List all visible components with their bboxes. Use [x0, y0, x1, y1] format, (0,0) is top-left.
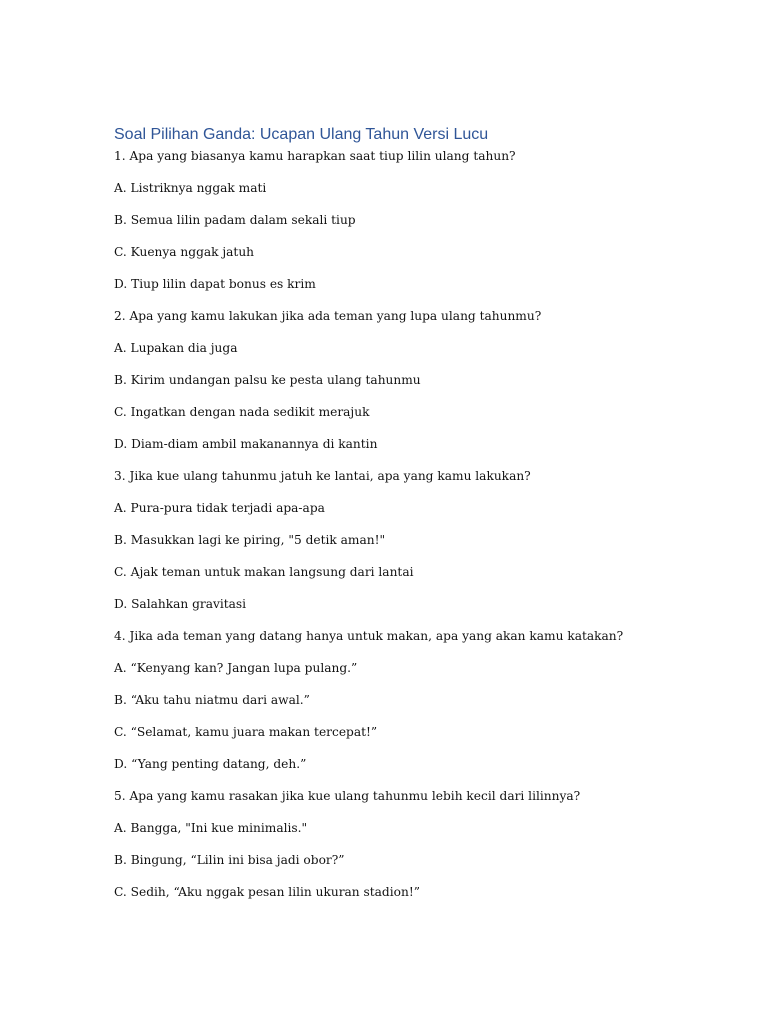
question-4: 4. Jika ada teman yang datang hanya untuk makan, apa yang akan kamu katakan? [114, 629, 624, 643]
document-content [114, 124, 714, 914]
question-5-option-c: C. Sedih, “Aku nggak pesan lilin ukuran stadion!” [114, 885, 420, 899]
question-2-option-d: D. Diam-diam ambil makanannya di kantin [114, 437, 378, 451]
question-3-option-a: A. Pura-pura tidak terjadi apa-apa [114, 501, 325, 515]
question-2-option-c: C. Ingatkan dengan nada sedikit merajuk [114, 405, 370, 419]
question-4-option-b: B. “Aku tahu niatmu dari awal.” [114, 693, 310, 707]
question-1: 1. Apa yang biasanya kamu harapkan saat tiup lilin ulang tahun? [114, 149, 516, 163]
question-5-option-b: B. Bingung, “Lilin ini bisa jadi obor?” [114, 853, 345, 867]
question-4-option-d: D. “Yang penting datang, deh.” [114, 757, 307, 771]
document-title: Soal Pilihan Ganda: Ucapan Ulang Tahun Versi Lucu [114, 126, 489, 143]
question-3-option-c: C. Ajak teman untuk makan langsung dari lantai [114, 565, 414, 579]
question-2-option-a: A. Lupakan dia juga [114, 341, 238, 355]
question-4-option-a: A. “Kenyang kan? Jangan lupa pulang.” [114, 661, 358, 675]
question-1-option-d: D. Tiup lilin dapat bonus es krim [114, 277, 316, 291]
question-2: 2. Apa yang kamu lakukan jika ada teman yang lupa ulang tahunmu? [114, 309, 542, 323]
question-4-option-c: C. “Selamat, kamu juara makan tercepat!” [114, 725, 378, 739]
question-5-option-a: A. Bangga, "Ini kue minimalis." [114, 821, 308, 835]
question-1-option-c: C. Kuenya nggak jatuh [114, 245, 255, 259]
question-3-option-d: D. Salahkan gravitasi [114, 597, 247, 611]
question-2-option-b: B. Kirim undangan palsu ke pesta ulang tahunmu [114, 373, 421, 387]
question-3: 3. Jika kue ulang tahunmu jatuh ke lantai, apa yang kamu lakukan? [114, 469, 531, 483]
question-5: 5. Apa yang kamu rasakan jika kue ulang tahunmu lebih kecil dari lilinnya? [114, 789, 581, 803]
question-3-option-b: B. Masukkan lagi ke piring, "5 detik aman!" [114, 533, 386, 547]
question-1-option-b: B. Semua lilin padam dalam sekali tiup [114, 213, 356, 227]
question-1-option-a: A. Listriknya nggak mati [114, 181, 267, 195]
